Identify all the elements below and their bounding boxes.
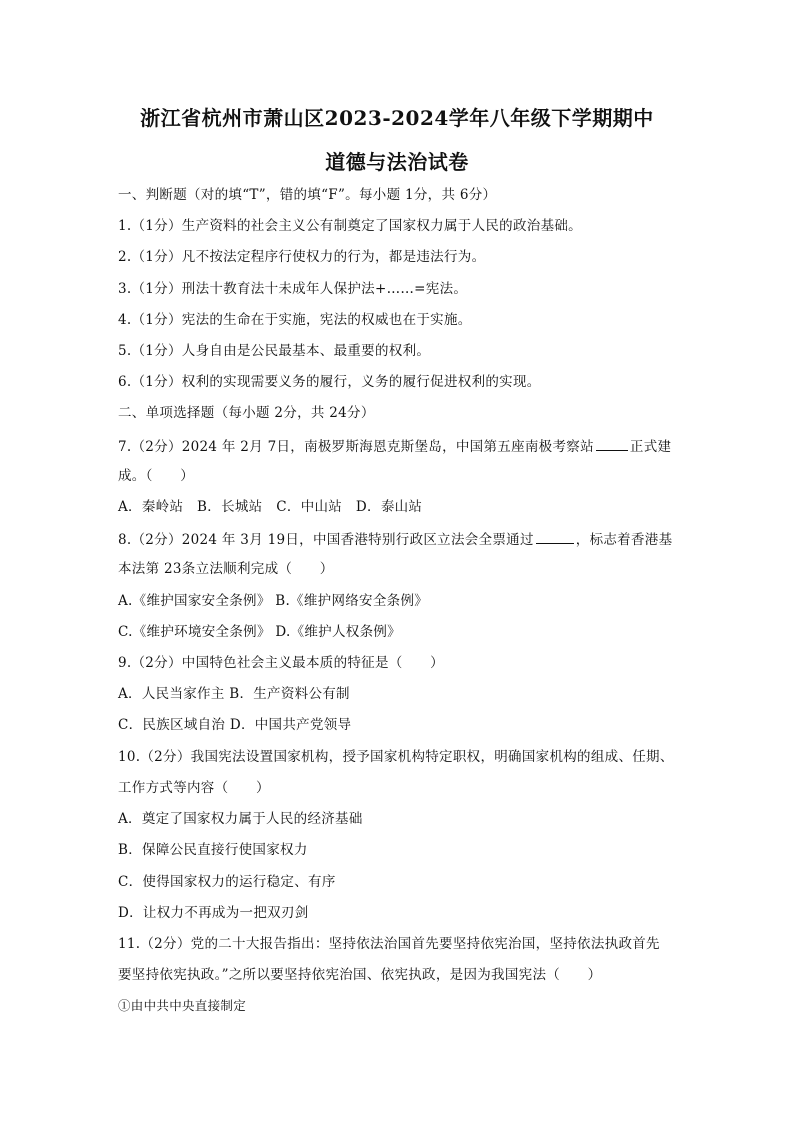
question-11-stem: 11.（2分）党的二十大报告指出：坚持依法治国首先要坚持依宪治国，坚持依法执政首先 bbox=[118, 936, 660, 952]
question-11-item-1: ①由中共中央直接制定 bbox=[118, 998, 247, 1013]
question-11-stem-cont: 要坚持依宪执政。”之所以要坚持依宪治国、依宪执政，是因为我国宪法（ ） bbox=[118, 967, 602, 983]
question-7-stem bbox=[118, 436, 671, 456]
question-10-option-d: D．让权力不再成为一把双刃剑 bbox=[118, 905, 309, 921]
question-8-stem bbox=[118, 529, 672, 549]
question-7-stem-cont: 成。（ ） bbox=[118, 468, 195, 484]
question-8-options-cd: C.《维护环境安全条例》 D.《维护人权条例》 bbox=[118, 624, 401, 640]
question-10-option-b: B．保障公民直接行使国家权力 bbox=[118, 842, 308, 858]
judgment-item-6: 6.（1分）权利的实现需要义务的履行，义务的履行促进权利的实现。 bbox=[118, 374, 541, 390]
question-8-stem-cont: 本法第 23条立法顺利完成（ ） bbox=[118, 561, 334, 577]
question-7-stem-text-end: 正式建 bbox=[629, 439, 672, 455]
judgment-item-2: 2.（1分）凡不按法定程序行使权力的行为，都是违法行为。 bbox=[118, 249, 486, 265]
answer-blank bbox=[596, 436, 628, 451]
question-9-stem: 9.（2分）中国特色社会主义最本质的特征是（ ） bbox=[118, 655, 444, 671]
answer-blank bbox=[536, 529, 574, 544]
question-9-options-ab: A．人民当家作主 B．生产资料公有制 bbox=[118, 686, 350, 702]
exam-title: 浙江省杭州市萧山区2023-2024学年八年级下学期期中 bbox=[140, 106, 654, 130]
question-7-options: A．秦岭站 B．长城站 C．中山站 D．泰山站 bbox=[118, 499, 423, 515]
question-8-options-ab: A.《维护国家安全条例》 B.《维护网络安全条例》 bbox=[118, 593, 429, 609]
question-10-option-a: A．奠定了国家权力属于人民的经济基础 bbox=[118, 811, 363, 827]
question-10-stem-cont: 工作方式等内容（ ） bbox=[118, 780, 270, 796]
section-heading-single-choice: 二、单项选择题（每小题 2分，共 24分） bbox=[118, 405, 375, 421]
question-9-options-cd: C．民族区域自治 D．中国共产党领导 bbox=[118, 717, 352, 733]
question-8-stem-text-end: ，标志着香港基 bbox=[575, 532, 673, 548]
section-heading-judgment: 一、判断题（对的填“T”，错的填“F”。每小题 1分，共 6分） bbox=[118, 187, 497, 203]
exam-subtitle: 道德与法治试卷 bbox=[325, 150, 469, 174]
judgment-item-4: 4.（1分）宪法的生命在于实施，宪法的权威也在于实施。 bbox=[118, 312, 472, 328]
question-10-stem: 10.（2分）我国宪法设置国家机构，授予国家机构特定职权，明确国家机构的组成、任期、 bbox=[118, 749, 674, 765]
question-8-stem-text: 8.（2分）2024 年 3月 19日，中国香港特别行政区立法会全票通过 bbox=[118, 532, 534, 548]
question-7-stem-text: 7.（2分）2024 年 2月 7日，南极罗斯海恩克斯堡岛，中国第五座南极考察站 bbox=[118, 439, 594, 455]
judgment-item-1: 1.（1分）生产资料的社会主义公有制奠定了国家权力属于人民的政治基础。 bbox=[118, 218, 582, 234]
question-10-option-c: C．使得国家权力的运行稳定、有序 bbox=[118, 874, 336, 890]
judgment-item-5: 5.（1分）人身自由是公民最基本、最重要的权利。 bbox=[118, 343, 431, 359]
judgment-item-3: 3.（1分）刑法十教育法十未成年人保护法+……=宪法。 bbox=[118, 281, 468, 297]
